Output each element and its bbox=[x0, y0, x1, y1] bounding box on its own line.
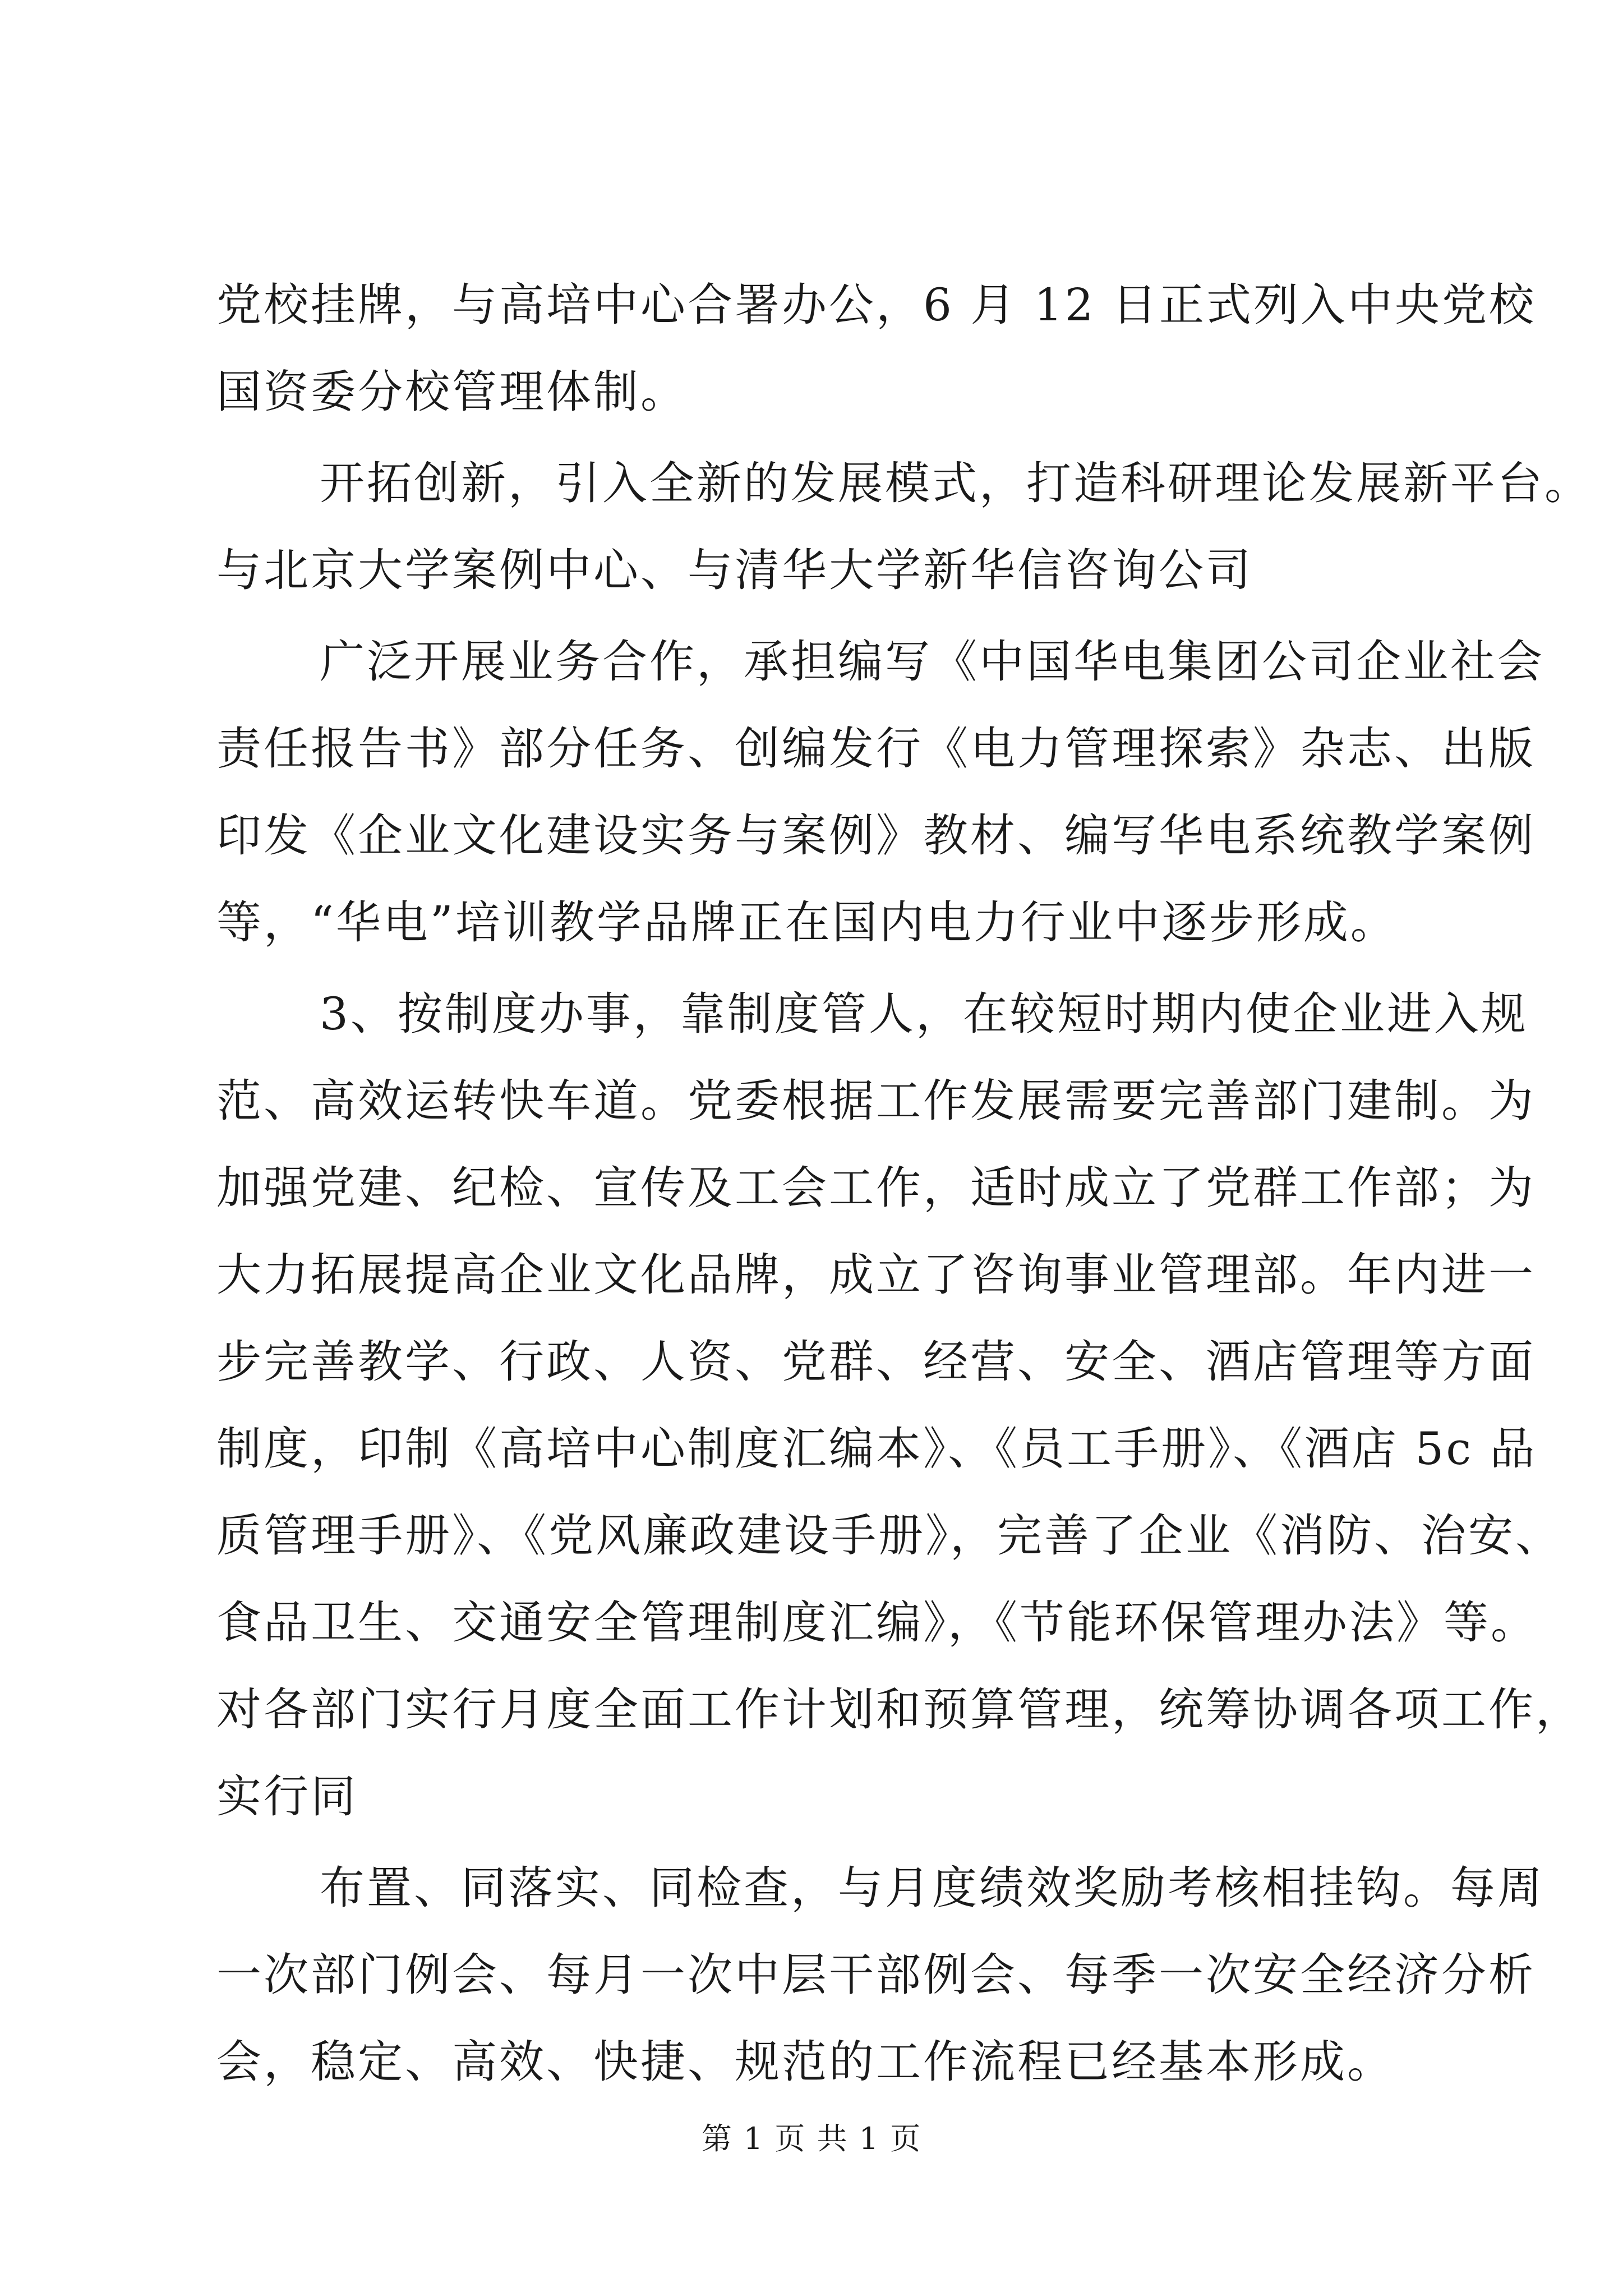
text-line: 会，稳定、高效、快捷、规范的工作流程已经基本形成。 bbox=[216, 2036, 1394, 2088]
text-line: 实行同 bbox=[216, 1770, 358, 1823]
document-body bbox=[216, 261, 1592, 2110]
paragraph-3 bbox=[216, 618, 1544, 966]
text-line: 印发《企业文化建设实务与案例》教材、编写华电系统教学案例 bbox=[216, 809, 1536, 862]
text-line: 等，“华电”培训教学品牌正在国内电力行业中逐步形成。 bbox=[216, 896, 1398, 949]
paragraph-2 bbox=[216, 440, 1592, 614]
text-line: 党校挂牌，与高培中心合署办公，6 月 12 日正式列入中央党校 bbox=[216, 279, 1536, 331]
text-line: 大力拓展提高企业文化品牌，成立了咨询事业管理部。年内进一 bbox=[216, 1249, 1536, 1301]
text-line: 质管理手册》、《党风廉政建设手册》，完善了企业《消防、治安、 bbox=[216, 1510, 1562, 1562]
text-line: 范、高效运转快车道。党委根据工作发展需要完善部门建制。为 bbox=[216, 1075, 1536, 1127]
text-line: 国资委分校管理体制。 bbox=[216, 366, 688, 418]
text-line: 对各部门实行月度全面工作计划和预算管理，统筹协调各项工作， bbox=[216, 1683, 1583, 1736]
text-line: 步完善教学、行政、人资、党群、经营、安全、酒店管理等方面 bbox=[216, 1336, 1536, 1388]
text-line: 3、按制度办事，靠制度管人，在较短时期内使企业进入规 bbox=[320, 988, 1528, 1040]
page-number-footer: 第 1 页 共 1 页 bbox=[701, 2121, 922, 2156]
text-line: 食品卫生、交通安全管理制度汇编》，《节能环保管理办法》等。 bbox=[216, 1596, 1538, 1649]
text-line: 广泛开展业务合作，承担编写《中国华电集团公司企业社会 bbox=[320, 636, 1544, 688]
text-line: 一次部门例会、每月一次中层干部例会、每季一次安全经济分析 bbox=[216, 1949, 1536, 2001]
text-line: 制度，印制《高培中心制度汇编本》、《员工手册》、《酒店 5c 品 bbox=[216, 1423, 1537, 1475]
text-line: 布置、同落实、同检查，与月度绩效奖励考核相挂钩。每周 bbox=[320, 1862, 1544, 1914]
paragraph-1 bbox=[216, 261, 1536, 435]
text-line: 开拓创新，引入全新的发展模式，打造科研理论发展新平台。 bbox=[320, 457, 1592, 509]
text-line: 加强党建、纪检、宣传及工会工作，适时成立了党群工作部；为 bbox=[216, 1162, 1536, 1214]
text-line: 与北京大学案例中心、与清华大学新华信咨询公司 bbox=[216, 544, 1253, 596]
text-line: 责任报告书》部分任务、创编发行《电力管理探索》杂志、出版 bbox=[216, 723, 1536, 775]
paragraph-4 bbox=[216, 970, 1583, 1840]
paragraph-5 bbox=[216, 1844, 1544, 2105]
